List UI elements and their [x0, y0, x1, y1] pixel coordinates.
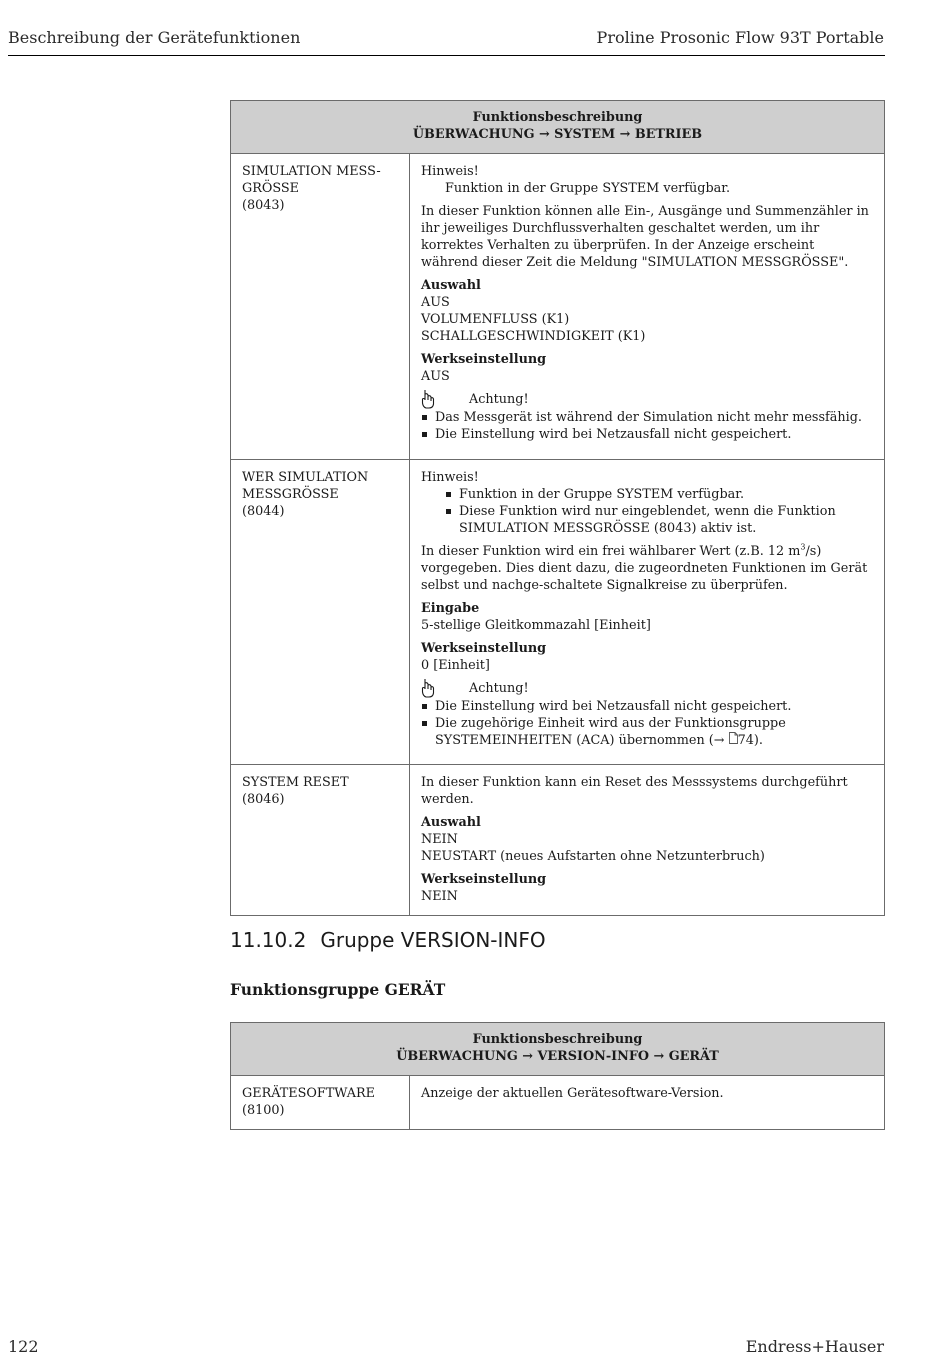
choice-option: NEUSTART (neues Aufstarten ohne Netzunterbruch) [421, 849, 765, 864]
caution-block [421, 391, 873, 409]
function-name-line: SIMULATION MESS- [242, 164, 381, 179]
table-header-line1: Funktionsbeschreibung [472, 110, 643, 125]
hint-label: Hinweis! [421, 164, 479, 179]
choice-option: AUS [421, 295, 450, 310]
header-rule [8, 55, 885, 56]
input-label: Eingabe [421, 601, 480, 616]
table-row [231, 1076, 885, 1130]
default-label: Werkseinstellung [421, 352, 547, 367]
table-header-line2: ÜBERWACHUNG → SYSTEM → BETRIEB [412, 127, 703, 142]
default-value: AUS [421, 369, 450, 384]
description-text [421, 543, 873, 594]
section-heading [230, 928, 546, 952]
caution-item [421, 715, 873, 749]
table-header [231, 1023, 885, 1076]
choice-option: NEIN [421, 832, 458, 847]
description-text: In dieser Funktion kann ein Reset des Messsystems durchgeführt werden. [421, 775, 848, 807]
function-name-cell [231, 460, 410, 765]
hand-pointing-icon [421, 680, 469, 698]
table-header-line1: Funktionsbeschreibung [472, 1032, 643, 1047]
caution-item: Die Einstellung wird bei Netzausfall nicht gespeichert. [421, 426, 873, 443]
function-name-line: GERÄTESOFTWARE [242, 1086, 376, 1101]
choice-option: VOLUMENFLUSS (K1) [421, 312, 570, 327]
function-description-cell [410, 1076, 885, 1130]
function-name-line: GRÖSSE [242, 181, 299, 196]
table-row [231, 765, 885, 916]
function-name-cell [231, 154, 410, 460]
section-title: Gruppe VERSION-INFO [320, 928, 546, 952]
function-name-line: WER SIMULATION [242, 470, 369, 485]
description-part: /s) vorgegeben. Dies dient dazu, die zugeordneten Funktionen im Gerät selbst und nachge-schaltete Signalkreise zu überprüfen. [421, 544, 868, 593]
table-header [231, 101, 885, 154]
hint-item: Diese Funktion wird nur eingeblendet, wenn die Funktion SIMULATION MESSGRÖSSE (8043) aktiv ist. [445, 503, 873, 537]
caution-item: Die Einstellung wird bei Netzausfall nicht gespeichert. [421, 698, 873, 715]
subsection-heading: Funktionsgruppe GERÄT [230, 980, 446, 999]
choice-option: SCHALLGESCHWINDIGKEIT (K1) [421, 329, 646, 344]
caution-item: Das Messgerät ist während der Simulation nicht mehr messfähig. [421, 409, 873, 426]
function-table-geraet [230, 1022, 885, 1130]
default-label: Werkseinstellung [421, 872, 547, 887]
description-part: In dieser Funktion wird ein frei wählbarer Wert (z.B. 12 m [421, 544, 801, 559]
function-description-cell [410, 154, 885, 460]
caution-label: Achtung! [469, 392, 529, 407]
description-text: Anzeige der aktuellen Gerätesoftware-Version. [421, 1086, 724, 1101]
page-number: 122 [8, 1337, 39, 1356]
description-text: In dieser Funktion können alle Ein-, Ausgänge und Summenzähler in ihr jeweiliges Durchflussverhalten geschaltet werden, um ihr korrektes Verhalten zu überprüfen. In der Anzeige erscheint während dieser Zeit die Meldung "SIMULATION MESSGRÖSSE". [421, 204, 869, 270]
function-description-cell [410, 460, 885, 765]
table-row [231, 460, 885, 765]
superscript: 3 [800, 542, 806, 552]
function-code: (8044) [242, 504, 285, 519]
section-number: 11.10.2 [230, 928, 307, 952]
hand-pointing-icon [421, 391, 469, 409]
function-code: (8046) [242, 792, 285, 807]
default-value: NEIN [421, 889, 458, 904]
function-code: (8100) [242, 1103, 285, 1118]
hint-label: Hinweis! [421, 470, 479, 485]
default-label: Werkseinstellung [421, 641, 547, 656]
page-reference[interactable]: 74). [737, 733, 763, 748]
running-header-left: Beschreibung der Gerätefunktionen [8, 28, 301, 47]
choice-label: Auswahl [421, 815, 481, 830]
function-name-cell [231, 765, 410, 916]
caution-label: Achtung! [469, 681, 529, 696]
hint-item: Funktion in der Gruppe SYSTEM verfügbar. [445, 486, 873, 503]
brand-footer: Endress+Hauser [745, 1337, 884, 1356]
table-header-line2: ÜBERWACHUNG → VERSION-INFO → GERÄT [396, 1049, 719, 1064]
input-value: 5-stellige Gleitkommazahl [Einheit] [421, 618, 651, 633]
default-value: 0 [Einheit] [421, 658, 490, 673]
running-header-right: Proline Prosonic Flow 93T Portable [596, 28, 884, 47]
caution-text: Die zugehörige Einheit wird aus der Funktionsgruppe SYSTEMEINHEITEN (ACA) übernommen (→ [435, 716, 786, 748]
table-row [231, 154, 885, 460]
page-icon [729, 733, 738, 748]
function-description-cell [410, 765, 885, 916]
function-name-cell [231, 1076, 410, 1130]
caution-block [421, 680, 873, 698]
function-name-line: MESSGRÖSSE [242, 487, 339, 502]
function-code: (8043) [242, 198, 285, 213]
function-table-betrieb [230, 100, 885, 916]
function-name-line: SYSTEM RESET [242, 775, 349, 790]
hint-text: Funktion in der Gruppe SYSTEM verfügbar. [445, 181, 731, 196]
choice-label: Auswahl [421, 278, 481, 293]
